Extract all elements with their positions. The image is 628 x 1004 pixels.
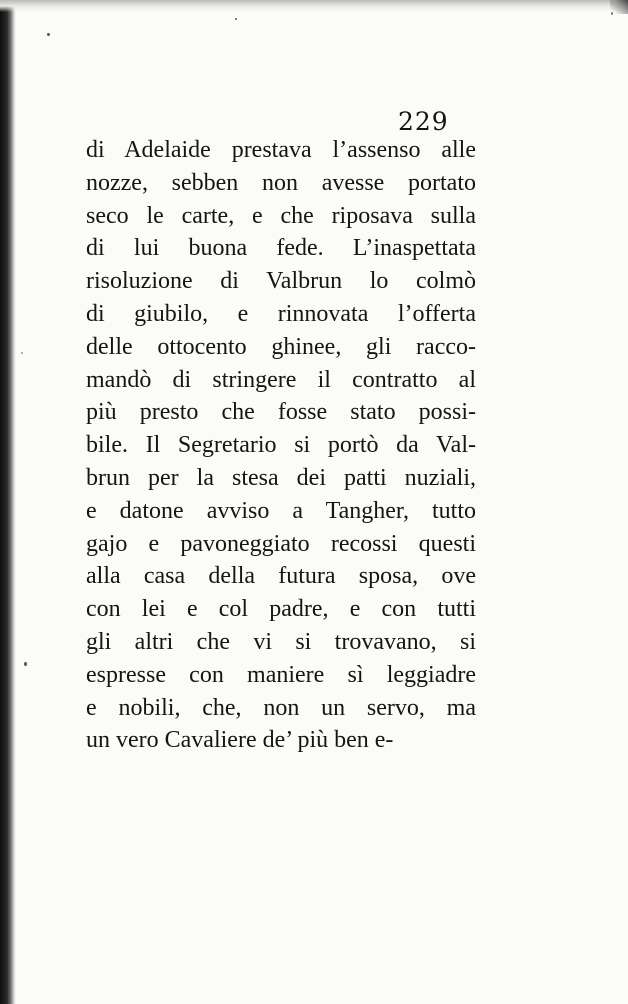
text-line: e nobili, che, non un servo, ma <box>86 694 476 721</box>
text-line: alla casa della futura sposa, ove <box>86 563 476 590</box>
text-line: con lei e col padre, e con tutti <box>86 596 476 623</box>
text-line: brun per la stesa dei patti nuziali, <box>86 464 476 491</box>
text-line: delle ottocento ghinee, gli racco- <box>86 333 476 360</box>
text-line: un vero Cavaliere de’ più ben e- <box>86 727 394 754</box>
text-line: risoluzione di Valbrun lo colmò <box>86 268 476 295</box>
text-line: mandò di stringere il contratto al <box>86 366 476 393</box>
text-line: espresse con maniere sì leggiadre <box>86 661 476 688</box>
text-line: gajo e pavoneggiato recossi questi <box>86 530 476 557</box>
book-spine-shadow <box>0 0 16 1004</box>
text-line: di giubilo, e rinnovata l’offerta <box>86 300 476 327</box>
paper-speck <box>47 33 50 36</box>
text-line: di Adelaide prestava l’assenso alle <box>86 137 476 163</box>
text-line: nozze, sebben non avesse portato <box>86 169 476 196</box>
paper-speck <box>21 352 23 354</box>
page-number: 229 <box>398 107 449 136</box>
text-line: seco le carte, e che riposava sulla <box>86 202 476 229</box>
paper-speck <box>235 18 237 20</box>
paper-speck <box>24 662 27 666</box>
text-line: e datone avviso a Tangher, tutto <box>86 497 476 524</box>
page-top-edge <box>0 0 628 12</box>
body-text <box>86 134 476 757</box>
paper-speck <box>611 12 613 15</box>
text-line: di lui buona fede. L’inaspettata <box>86 235 476 262</box>
text-line: gli altri che vi si trovavano, si <box>86 628 476 655</box>
text-line: più presto che fosse stato possi- <box>86 399 476 426</box>
text-line: bile. Il Segretario si portò da Val- <box>86 432 476 459</box>
